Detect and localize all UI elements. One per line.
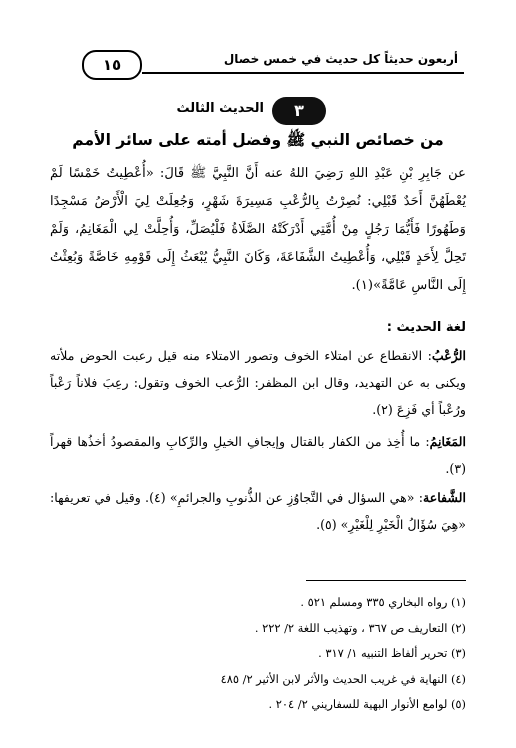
section-label: الحديث الثالث xyxy=(176,101,264,116)
footnote-divider xyxy=(306,580,466,581)
hadith-text: عن جَابِرِ بْنِ عَبْدِ اللهِ رَضِيَ اللهُ عنه أَنَّ النَّبِيَّ ﷺ قَالَ: «أُعْطِيتُ خَمْسًا لَمْ يُعْطَهُنَّ أَحَدٌ قَبْلِي: نُصِرْتُ بِالرُّعْبِ مَسِيرَةَ شَهْرٍ، وَجُعِلَتْ لِيَ الْأَرْضُ مَسْجِدًا وَطَهُورًا فَأَيُّمَا رَجُلٍ مِنْ أُمَّتِي أَدْرَكَتْهُ الصَّلَاةُ فَلْيُصَلِّ، وَأُحِلَّتْ لِي الْمَغَانِمُ، وَلَمْ تَحِلَّ لِأَحَدٍ قَبْلِي، وَأُعْطِيتُ الشَّفَاعَةَ، وَكَانَ النَّبِيُّ يُبْعَثُ إِلَى قَوْمِهِ خَاصَّةً وَبُعِثْتُ إِلَى النَّاسِ عَامَّةً»(١). xyxy=(50,166,466,293)
definition-paragraph xyxy=(50,484,466,538)
section-number: ٣ xyxy=(272,97,326,125)
definition-text: : «هي السؤال في التَّجاوُزِ عن الذُّنوبِ والجرائمِ» (٤). وقيل في تعريفها: «هِيَ سُؤَالُ الْخَيْرِ لِلْغَيْرِ» (٥). xyxy=(50,490,466,532)
definition-paragraph xyxy=(50,428,466,482)
page-header xyxy=(52,50,464,80)
definition-text: : ما أُخِذ من الكفار بالقتال وإيجافِ الخيلِ والرِّكابِ والمقصودُ أخذُها قهراً (٣). xyxy=(50,434,466,476)
definition-term: الرُّعْبُ xyxy=(431,348,466,363)
language-heading: لغة الحديث : xyxy=(386,320,466,335)
page-number: ١٥ xyxy=(82,50,142,80)
footnote: (٥) لوامع الأنوار البهية للسفاريني ٢/ ٢٠٤ . xyxy=(268,697,466,711)
definition-term: الشَّفاعة xyxy=(422,490,466,505)
footnotes-list xyxy=(50,590,466,718)
running-title: أربعون حديثاً كل حديث في خمس خصال xyxy=(223,52,458,66)
header-rule xyxy=(142,72,464,74)
footnote: (٢) التعاريف ص ٣٦٧ ، وتهذيب اللغة ٢/ ٢٢٢ . xyxy=(254,620,466,635)
footnote: (١) رواه البخاري ٣٣٥ ومسلم ٥٢١ . xyxy=(300,595,466,609)
section-badge xyxy=(176,97,326,125)
footnote: (٤) النهاية في غريب الحديث والأثر لابن الأثير ٢/ ٤٨٥ xyxy=(220,671,466,686)
definition-text: : الانقطاع عن امتلاء الخوف وتصور الامتلاء منه قيل رعبت الحوض ملأته ويكنى به عن التهديد، وقال ابن المظفر: الرُّعب الخوف وتقول: رعِبَ فلاناً رَعْباً ورُعْباً أي فَزِعَ (٢). xyxy=(50,348,466,417)
section-title: من خصائص النبي ﷺ وفضل أمته على سائر الأمم xyxy=(72,131,444,149)
definition-paragraph xyxy=(50,342,466,423)
definition-term: المَغَانِمُ xyxy=(429,434,466,449)
footnote: (٣) تحرير ألفاظ التنبيه ١/ ٣١٧ . xyxy=(318,646,466,660)
